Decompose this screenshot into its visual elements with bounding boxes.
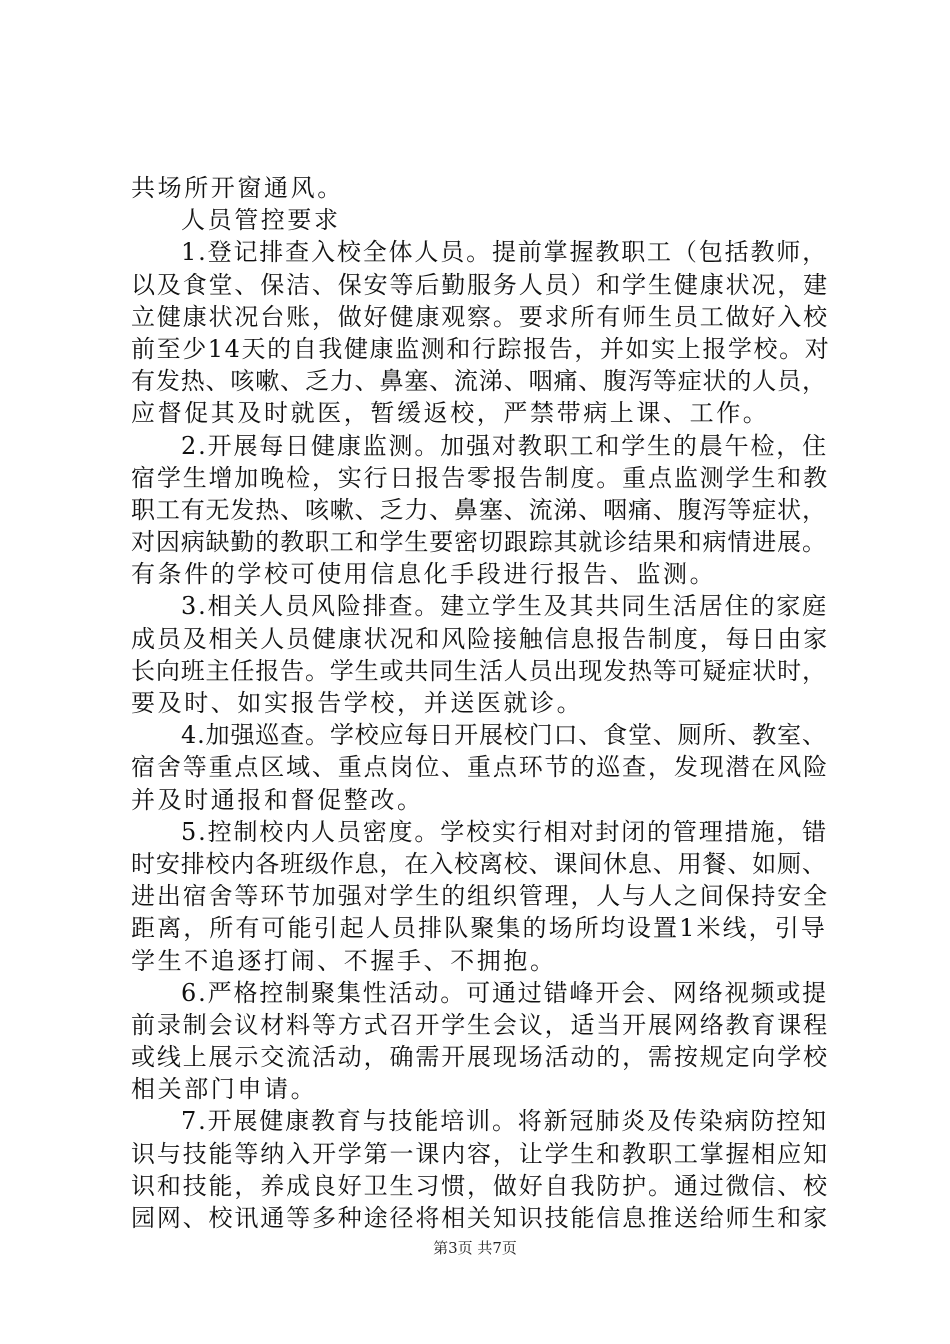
text-line: 1.登记排查入校全体人员。提前掌握教职工（包括教师， [181,238,828,267]
document-body [131,172,831,1234]
text-line: 进出宿舍等环节加强对学生的组织管理，人与人之间保持安全 [131,882,829,911]
text-line: 识与技能等纳入开学第一课内容，让学生和教职工掌握相应知 [131,1139,829,1168]
text-line: 应督促其及时就医，暂缓返校，严禁带病上课、工作。 [131,399,770,428]
text-line: 或线上展示交流活动，确需开展现场活动的，需按规定向学校 [131,1043,829,1072]
text-line: 前至少14天的自我健康监测和行踪报告，并如实上报学校。对 [131,334,831,363]
text-line: 宿学生增加晚检，实行日报告零报告制度。重点监测学生和教 [131,463,829,492]
text-line: 前录制会议材料等方式召开学生会议，适当开展网络教育课程 [131,1010,829,1039]
text-line: 有条件的学校可使用信息化手段进行报告、监测。 [131,560,717,589]
text-line: 5.控制校内人员密度。学校实行相对封闭的管理措施，错 [181,817,828,846]
text-line: 园网、校讯通等多种途径将相关知识技能信息推送给师生和家 [131,1204,829,1232]
text-line: 要及时、如实报告学校，并送医就诊。 [131,689,584,717]
text-line: 学生不追逐打闹、不握手、不拥抱。 [131,946,557,975]
text-line: 立健康状况台账，做好健康观察。要求所有师生员工做好入校 [131,302,829,331]
text-line: 宿舍等重点区域、重点岗位、重点环节的巡查，发现潜在风险 [131,753,829,782]
text-line: 距离，所有可能引起人员排队聚集的场所均设置1米线，引导 [131,914,827,943]
text-line: 并及时通报和督促整改。 [131,785,424,814]
text-line: 2.开展每日健康监测。加强对教职工和学生的晨午检，住 [181,431,828,460]
text-line: 共场所开窗通风。 [131,174,344,202]
text-line: 成员及相关人员健康状况和风险接触信息报告制度，每日由家 [131,624,829,653]
text-line: 以及食堂、保洁、保安等后勤服务人员）和学生健康状况，建 [131,270,829,299]
text-line: 3.相关人员风险排查。建立学生及其共同生活居住的家庭 [181,592,828,621]
text-line: 识和技能，养成良好卫生习惯，做好自我防护。通过微信、校 [131,1171,829,1200]
page-footer: 第3页 共7页 [433,1239,517,1257]
text-line: 职工有无发热、咳嗽、乏力、鼻塞、流涕、咽痛、腹泻等症状， [131,495,827,524]
text-line: 7.开展健康教育与技能培训。将新冠肺炎及传染病防控知 [181,1107,828,1136]
text-line: 6.严格控制聚集性活动。可通过错峰开会、网络视频或提 [181,978,828,1007]
text-line: 相关部门申请。 [131,1075,318,1104]
text-line: 时安排校内各班级作息，在入校离校、课间休息、用餐、如厕、 [131,849,827,878]
text-line: 长向班主任报告。学生或共同生活人员出现发热等可疑症状时， [131,656,827,685]
text-line: 4.加强巡查。学校应每日开展校门口、食堂、厕所、教室、 [181,721,827,750]
text-line: 对因病缺勤的教职工和学生要密切跟踪其就诊结果和病情进展。 [131,528,827,557]
text-line: 有发热、咳嗽、乏力、鼻塞、流涕、咽痛、腹泻等症状的人员， [131,367,827,396]
text-line: 人员管控要求 [181,206,341,235]
